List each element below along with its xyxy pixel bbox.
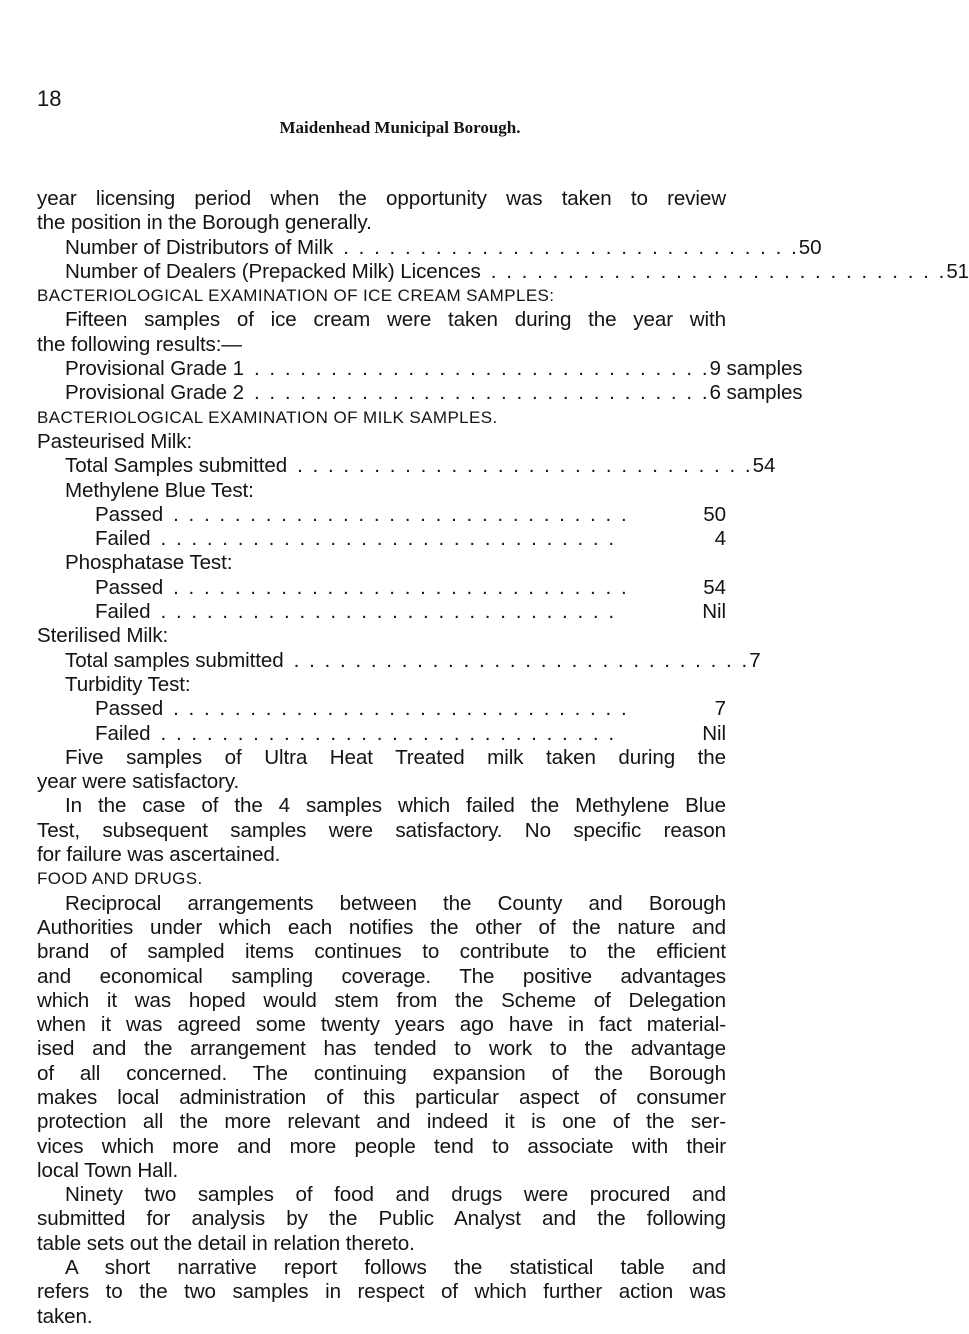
body-line: and economical sampling coverage. The positive advantages — [37, 964, 726, 988]
body-line: Test, subsequent samples were satisfactory. No specific reason — [37, 818, 726, 842]
grade-row — [37, 381, 803, 405]
body-line: Reciprocal arrangements between the County and Borough — [65, 891, 726, 915]
section-heading: FOOD AND DRUGS. — [37, 869, 203, 889]
test-title: Methylene Blue Test: — [65, 478, 254, 502]
body-line: Five samples of Ultra Heat Treated milk taken during the — [65, 745, 726, 769]
body-line: Ninety two samples of food and drugs were procured and — [65, 1183, 726, 1207]
body-line: submitted for analysis by the Public Analyst and the following — [37, 1207, 726, 1231]
row-value: 4 — [714, 527, 726, 551]
grade-row — [37, 357, 803, 381]
leader-dots: . . . . . . . . . . . . . . . . . . . . . . . . . . . . . . — [297, 454, 753, 478]
body-line: vices which more and more people tend to associate with their — [37, 1134, 726, 1158]
row-label: Passed — [95, 697, 164, 721]
body-line: the following results:— — [37, 332, 242, 356]
row-label: Passed — [95, 502, 164, 526]
row-value: 51 — [946, 259, 969, 283]
row-label: Failed — [95, 527, 151, 551]
body-line: which it was hoped would stem from the Scheme of Delegation — [37, 988, 726, 1012]
leader-dots: . . . . . . . . . . . . . . . . . . . . . . . . . . . . . . — [293, 648, 750, 672]
test-title: Phosphatase Test: — [65, 551, 233, 575]
body-line: A short narrative report follows the statistical table and — [65, 1256, 726, 1280]
page-body — [37, 187, 969, 1329]
row-label: Passed — [95, 575, 164, 599]
subheading: Pasteurised Milk: — [37, 429, 193, 453]
row-label: Provisional Grade 2 — [65, 381, 244, 405]
row-label: Number of Distributors of Milk — [65, 235, 334, 259]
body-line: protection all the more relevant and indeed it is one of the ser- — [37, 1110, 726, 1134]
test-title: Turbidity Test: — [65, 672, 191, 696]
stat-row — [37, 600, 726, 624]
leader-dots: . . . . . . . . . . . . . . . . . . . . . . . . . . . . . . — [253, 357, 710, 381]
leader-dots: . . . . . . . . . . . . . . . . . . . . . . . . . . . . . . — [173, 502, 629, 526]
page-number: 18 — [37, 86, 62, 111]
body-line: the position in the Borough generally. — [37, 211, 372, 235]
body-line: year were satisfactory. — [37, 770, 240, 794]
leader-dots: . . . . . . . . . . . . . . . . . . . . . . . . . . . . . . — [173, 697, 629, 721]
body-line: makes local administration of this particular aspect of consumer — [37, 1085, 726, 1109]
row-value: 54 — [703, 575, 726, 599]
leader-dots: . . . . . . . . . . . . . . . . . . . . . . . . . . . . . . — [173, 575, 629, 599]
leader-dots: . . . . . . . . . . . . . . . . . . . . . . . . . . . . . . — [490, 259, 947, 283]
stat-row — [37, 697, 726, 721]
leader-dots: . . . . . . . . . . . . . . . . . . . . . . . . . . . . . . — [160, 527, 617, 551]
body-line: In the case of the 4 samples which failed the Methylene Blue — [65, 794, 726, 818]
body-line: Fifteen samples of ice cream were taken during the year with — [65, 308, 726, 332]
body-line: local Town Hall. — [37, 1158, 179, 1182]
body-line: year licensing period when the opportunity was taken to review — [37, 187, 726, 210]
row-value: 6 samples — [709, 381, 803, 405]
body-line: when it was agreed some twenty years ago have in fact material- — [37, 1013, 726, 1037]
row-value: 54 — [752, 454, 776, 478]
leader-dots: . . . . . . . . . . . . . . . . . . . . . . . . . . . . . . — [160, 721, 617, 745]
row-label: Total Samples submitted — [65, 454, 288, 478]
row-label: Failed — [95, 600, 151, 624]
leader-dots: . . . . . . . . . . . . . . . . . . . . . . . . . . . . . . — [160, 600, 617, 624]
body-line: of all concerned. The continuing expansion of the Borough — [37, 1061, 726, 1085]
body-line: refers to the two samples in respect of which further action was — [37, 1280, 726, 1304]
stat-row — [37, 722, 726, 746]
row-value: Nil — [702, 600, 726, 624]
row-label: Failed — [95, 721, 151, 745]
stat-row — [37, 576, 726, 600]
section-heading: BACTERIOLOGICAL EXAMINATION OF MILK SAMPLES. — [37, 407, 498, 427]
body-line: Authorities under which each notifies the other of the nature and — [37, 915, 726, 939]
row-value: 7 — [714, 697, 726, 721]
distributors-row — [37, 235, 822, 260]
subheading: Sterilised Milk: — [37, 624, 169, 648]
section-heading: BACTERIOLOGICAL EXAMINATION OF ICE CREAM SAMPLES: — [37, 286, 555, 306]
stat-row — [37, 648, 761, 673]
running-head: Maidenhead Municipal Borough. — [279, 118, 521, 137]
row-label: Total samples submitted — [65, 648, 284, 672]
row-value: 9 samples — [709, 357, 803, 381]
row-value: Nil — [702, 721, 726, 745]
leader-dots: . . . . . . . . . . . . . . . . . . . . . . . . . . . . . . — [253, 381, 710, 405]
dealers-row — [37, 259, 969, 284]
stat-row — [37, 527, 726, 551]
stat-row — [37, 503, 726, 527]
row-label: Number of Dealers (Prepacked Milk) Licences — [65, 259, 481, 283]
row-value: 50 — [703, 502, 726, 526]
body-line: taken. — [37, 1304, 93, 1328]
body-line: brand of sampled items continues to contribute to the efficient — [37, 940, 726, 964]
stat-row — [37, 454, 776, 478]
body-line: ised and the arrangement has tended to work to the advantage — [37, 1037, 726, 1061]
leader-dots: . . . . . . . . . . . . . . . . . . . . . . . . . . . . . . — [343, 235, 799, 259]
row-value: 50 — [798, 235, 822, 259]
row-value: 7 — [749, 648, 761, 672]
body-line: table sets out the detail in relation thereto. — [37, 1231, 415, 1255]
body-line: for failure was ascertained. — [37, 843, 281, 867]
row-label: Provisional Grade 1 — [65, 357, 244, 381]
